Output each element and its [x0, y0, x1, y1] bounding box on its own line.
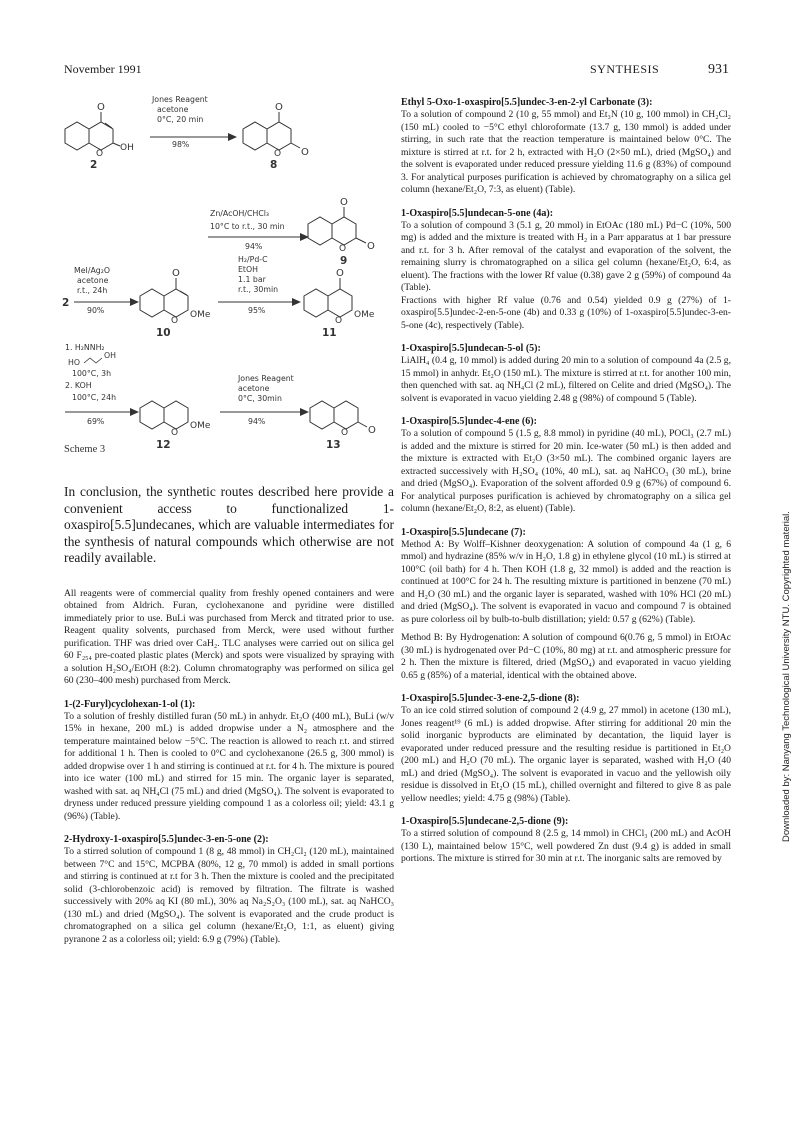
- rxn6-yield: 94%: [248, 417, 266, 426]
- atom-label: O: [339, 244, 347, 254]
- rxn5-yield: 69%: [87, 417, 105, 426]
- structure-10: [140, 278, 188, 317]
- atom-label: O: [171, 428, 179, 438]
- structure-12: [140, 401, 188, 429]
- procedure-compound-4a: To a solution of compound 3 (5.1 g, 20 mmol) in EtOAc (180 mL) Pd−C (10%, 500 mg) is added and the mixture is treated with H₂ in a Parr apparatus at 1 bar pressure and r.t. for 3 h. After removal of the catalyst and evaporation of the solvent, the remaining slurry is chromatographed on a silica gel column (hexane/Et₂O, 6:4, as eluent). The fractions with the lower Rf value (0.38) gave 2 g (59%) of compound 4a (Table).: [401, 219, 731, 293]
- rxn4-pressure: 1.1 bar: [238, 275, 266, 284]
- rxn5-step1: 1. H₂NNH₂: [65, 343, 105, 352]
- rxn2-reagent: Zn/AcOH/CHCl₃: [210, 209, 270, 218]
- rxn3-conditions: r.t., 24h: [77, 286, 108, 295]
- compound-number: 13: [326, 439, 341, 451]
- atom-label: O: [97, 102, 105, 113]
- atom-label: O: [341, 428, 349, 438]
- general-methods-paragraph: All reagents were of commercial quality from freshly opened containers and were obtained from Aldrich. Furan, cyclohexanone and pyridine were distilled immediately prior to use. BuLi was purchased from Merck and titrated prior to use. Reagent quality solvents, purchased from Merck, were used without further purification. THF was dried over CaH₂. TLC analyses were carried out on silica gel 60 F₂₅₄ pre-coated plastic plates (Merck) and spots were visualized by spraying with a solution H₂SO₄/EtOH (8:2). Column chromatography was performed on silica gel 60 (230–400 mesh) purchased from Merck.: [64, 587, 394, 687]
- atom-label: OH: [120, 143, 134, 153]
- procedure-compound-1: To a solution of freshly distilled furan (50 mL) in anhydr. Et₂O (400 mL), BuLi (w/v 15% in hexane, 200 mL) is added dropwise under a N₂ atmosphere and the temperature maintained below −5°C. The reaction is allowed to reach r.t. and stirred for additional 1 h. Then is cooled to 0°C and cyclohexanone (26.5 g, 300 mmol) is added dropwise over 1 h and stirring is continued at r.t. for 4 h. The mixture is poured into ice water (100 mL) and stirred for 15 min. The organic layer is separated, washed with sat. aq NH₄Cl (75 mL) and dried (MgSO₄). The solvent is evaporated to dryness under reduced pressure yielding compound 1 as a colorless oil; yield: 43.1 g (96%) (Table).: [64, 710, 394, 822]
- compound-number: 12: [156, 439, 171, 451]
- compound-number: 8: [270, 159, 278, 171]
- procedure-compound-3: To a solution of compound 2 (10 g, 55 mmol) and Et₃N (10 g, 100 mmol) in CH₂Cl₂ (150 mL) cooled to −5°C ethyl chloroformate (13.7 g, 130 mmol) is added under stirring, in such rate that the reaction temperature is maintained below 0°C. The mixture is stirred at r.t. for 2 h, extracted with H₂O (2×50 mL), dried (MgSO₄) and the solvent is evaporated under reduced pressure yielding 11.6 g (83%) of compound 3. For analytical purposes purification is achieved by chromatography on a silica gel column (hexane/Et₂O, 7:3, as eluent) (Table).: [401, 109, 731, 195]
- atom-label: O: [96, 149, 104, 159]
- section-heading-compound-3: Ethyl 5-Oxo-1-oxaspiro[5.5]undec-3-en-2-yl Carbonate (3):: [401, 97, 653, 108]
- structure-13: [310, 401, 367, 429]
- rxn6-conditions: 0°C, 30min: [238, 394, 282, 403]
- atom-label: O: [275, 102, 283, 113]
- rxn5-step2: 2. KOH: [65, 381, 92, 390]
- rxn3-reagent: MeI/Ag₂O: [74, 266, 110, 275]
- rxn2-conditions: 10°C to r.t., 30 min: [210, 222, 285, 231]
- atom-label: OMe: [190, 421, 211, 431]
- atom-label: O: [336, 268, 344, 279]
- rxn5-step1-reagent: HO: [68, 358, 80, 367]
- rxn4-conditions: r.t., 30min: [238, 285, 279, 294]
- rxn1-yield: 98%: [172, 140, 190, 149]
- procedure-compound-2: To a stirred solution of compound 1 (8 g, 48 mmol) in CH₂Cl₂ (120 mL), maintained between 7°C and 15°C, MCPBA (80%, 12 g, 70 mmol) is added in small portions and stirring is continued at r.t for 3 h. Then the mixture is cooled and the precipitated solid (3-chlorobenzoic acid) is removed by filtration. The filtrate is washed successively with 20% aq KI (80 mL), 30% aq Na₂S₂O₃ (100 mL), sat. aq NaHCO₃ (130 mL) and dried (MgSO₄). The solvent is evaporated and the crude product is chromatographed on a silica gel column (hexane/Et₂O, 1:1, as eluent) giving pyranone 2 as a colorless oil; yield: 6.9 g (79%) (Table).: [64, 846, 394, 945]
- rxn1-solvent: acetone: [157, 105, 189, 114]
- structure-2: [65, 112, 120, 150]
- atom-label: O: [172, 268, 180, 279]
- rxn5-step1-conditions: 100°C, 3h: [72, 369, 112, 378]
- section-heading-compound-2: 2-Hydroxy-1-oxaspiro[5.5]undec-3-en-5-one (2):: [64, 834, 269, 846]
- compound-number: 10: [156, 327, 171, 339]
- section-heading-compound-5: 1-Oxaspiro[5.5]undecan-5-ol (5):: [401, 343, 541, 354]
- rxn6-reagent: Jones Reagent: [238, 374, 294, 383]
- section-heading-compound-7: 1-Oxaspiro[5.5]undecane (7):: [401, 526, 526, 538]
- rxn3-solvent: acetone: [77, 276, 109, 285]
- section-heading-compound-1: 1-(2-Furyl)cyclohexan-1-ol (1):: [64, 698, 196, 710]
- rxn1-conditions: 0°C, 20 min: [157, 115, 204, 124]
- rxn2-yield: 94%: [245, 242, 263, 251]
- section-heading-compound-4a: 1-Oxaspiro[5.5]undecan-5-one (4a):: [401, 207, 554, 219]
- scheme-label: Scheme 3: [64, 444, 106, 455]
- compound-number: 9: [340, 255, 348, 267]
- rxn4-yield: 95%: [248, 306, 266, 315]
- atom-label: O: [368, 425, 376, 436]
- atom-label: O: [171, 316, 179, 326]
- running-header-journal: SYNTHESIS: [590, 62, 660, 76]
- atom-label: O: [367, 241, 375, 252]
- compound-number: 11: [322, 327, 337, 339]
- left-column: [64, 484, 394, 946]
- rxn3-yield: 90%: [87, 306, 105, 315]
- rxn4-solvent: EtOH: [238, 265, 258, 274]
- section-heading-compound-8: 1-Oxaspiro[5.5]undec-3-ene-2,5-dione (8):: [401, 693, 580, 704]
- atom-label: O: [274, 149, 282, 159]
- right-column: [401, 96, 731, 866]
- compound-number: 2: [62, 297, 70, 309]
- atom-label: OMe: [354, 310, 375, 320]
- rxn4-reagent: H₂/Pd-C: [238, 255, 268, 264]
- rxn5-step1-reagent: OH: [104, 351, 116, 360]
- atom-label: O: [340, 197, 348, 208]
- procedure-compound-8: To an ice cold stirred solution of compound 2 (4.9 g, 27 mmol) in acetone (130 mL), Jones reagent¹⁹ (6 mL) is added dropwise. After stirring for additional 20 min the solid inorganic byproducts are eliminated by decantation, the liquid layer is evaporated under reduced pressure and the resulting residue is partitioned in Et₂O (200 mL) and H₂O (70 mL). The organic layer is separated, washed with H₂O (40 mL) and dried (MgSO₄). The solvent is evaporated in vacuo and the yellowish oily residue is dissolved in Et₂O (15 mL), chilled overnight and filtered to give 8 as pale yellow needles; yield: 4.75 g (98%) (Table).: [401, 705, 731, 804]
- procedure-compound-6: To a solution of compound 5 (1.5 g, 8.8 mmol) in pyridine (40 mL), POCl₃ (2.7 mL) is added and the mixture is stirred for 20 min. Ice-water (50 mL) is then added and the mixture is extracted with Et₂O (3×50 mL). The combined organic layers are extracted successively with H₂SO₄ (10%, 40 mL), sat. aq NaHCO₃ (30 mL), brine and dried (MgSO₄). Evaporation of the solvent afforded 0.9 g (67%) of compound 6. For analytical purposes purification is achieved by chromatography on a silica gel column (hexane/Et₂O, 8:2, as eluent) (Table).: [401, 428, 731, 514]
- scheme-3-figure: [60, 92, 395, 462]
- rxn1-reagent: Jones Reagent: [152, 95, 208, 104]
- structure-8: [243, 112, 300, 150]
- running-header-date: November 1991: [64, 62, 142, 76]
- compound-number: 2: [90, 159, 98, 171]
- procedure-compound-7-method-b: Method B: By Hydrogenation: A solution of compound 6(0.76 g, 5 mmol) in EtOAc (30 mL) is hydrogenated over Pd−C (10%, 80 mg) at r.t. and atmospheric pressure for 2 h. Then the mixture is filtered, dried (MgSO₄) and evaporated in vacuo yielding 0.65 g (85%) of a material, identical with the obtained above.: [401, 632, 731, 681]
- structure-9: [308, 207, 366, 245]
- procedure-compound-9: To a stirred solution of compound 8 (2.5 g, 14 mmol) in CHCl₃ (200 mL) and AcOH (130 L), maintained below 15°C, well powdered Zn dust (9.4 g) is added in small portions. The mixture is stirred for 30 min at r.t. The inorganic salts are removed by: [401, 828, 731, 864]
- page-number: 931: [708, 62, 729, 77]
- atom-label: O: [335, 316, 343, 326]
- procedure-compound-4b-4c: Fractions with higher Rf value (0.76 and 0.54) yielded 0.9 g (27%) of 1-oxaspiro[5.5]undec-2-en-5-one (4b) and 0.33 g (10%) of 1-oxaspiro[5.5]undec-3-en-5-one (4c), respectively (Table).: [401, 294, 731, 331]
- procedure-compound-5: LiAlH₄ (0.4 g, 10 mmol) is added during 20 min to a solution of compound 4a (2.5 g, 15 mmol) in anhydr. Et₂O (150 mL). The mixture is stirred at r.t. for another 100 min, then quenched with sat. aq NH₄Cl (2 mL), filtered on Celite and dried (MgSO₄). The solvent is evaporated in vacuo yielding 2.48 g (98%) of compound 5 (Table).: [401, 355, 731, 404]
- conclusion-paragraph: In conclusion, the synthetic routes described here provide a convenient access to functionalized 1-oxaspiro[5.5]undecanes, which are valuable intermediates for the synthesis of natural compounds which otherwise are not readily available.: [64, 484, 394, 566]
- atom-label: O: [301, 147, 309, 158]
- procedure-compound-7-method-a: Method A: By Wolff–Kishner deoxygenation: A solution of compound 4a (1 g, 6 mmol) and hydrazine (85% w/v in H₂O, 1.8 g) in ethylene glycol (10 mL) is stirred at 100°C (oil bath) for 4 h. Then KOH (1.8 g, 32 mmol) is added and the reaction is continued at 100°C for 24 h. The resulting mixture is partitioned in benzene (70 mL) and H₂O (30 mL) and the organic layer is separated, washed with 10% HCl (20 mL) and dried (MgSO₄). The solvent is evaporated in vacuo and compound 7 is obtained as pure colorless oil by bulb-to-bulb distillation; yield: 0.57 g (62%) (Table).: [401, 538, 731, 625]
- section-heading-compound-9: 1-Oxaspiro[5.5]undecane-2,5-dione (9):: [401, 816, 569, 827]
- rxn5-step2-conditions: 100°C, 24h: [72, 393, 117, 402]
- rxn6-solvent: acetone: [238, 384, 270, 393]
- section-heading-compound-6: 1-Oxaspiro[5.5]undec-4-ene (6):: [401, 416, 537, 427]
- atom-label: OMe: [190, 310, 211, 320]
- structure-11: [304, 278, 352, 317]
